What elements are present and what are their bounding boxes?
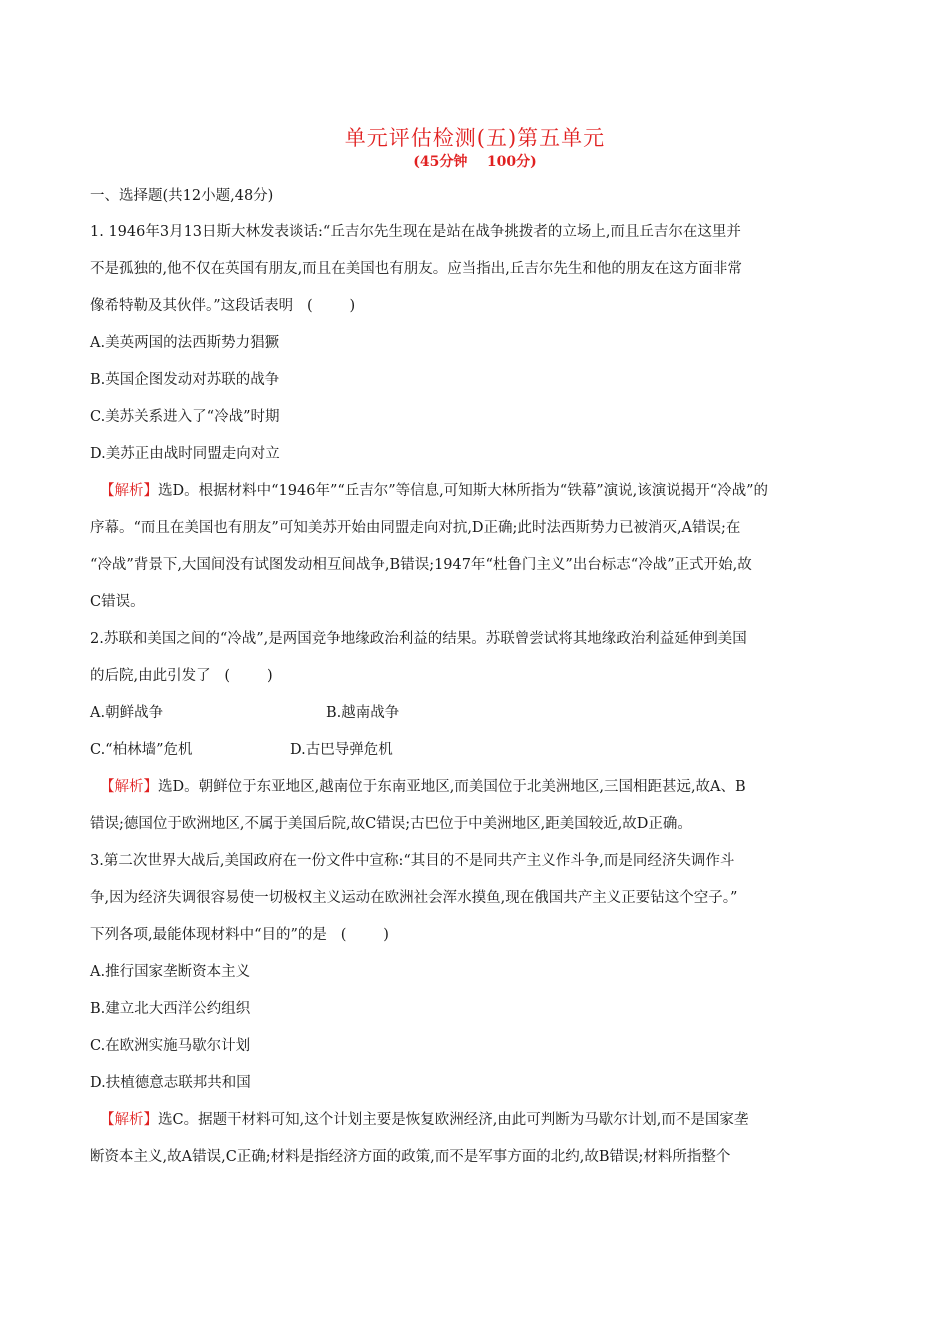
option-row [90,695,862,732]
question-stem-line: 下列各项,最能体现材料中“目的”的是 ( ) [90,927,389,943]
analysis-line: C错误。 [90,594,145,610]
option-a: A.推行国家垄断资本主义 [90,964,251,980]
analysis-text: 选D。朝鲜位于东亚地区,越南位于东南亚地区,而美国位于北美洲地区,三国相距甚远,故A、B [158,779,746,795]
question-stem-line: 不是孤独的,他不仅在英国有朋友,而且在美国也有朋友。应当指出,丘吉尔先生和他的朋友在这方面非常 [90,261,742,277]
question-stem-line: 1. 1946年3月13日斯大林发表谈话:“丘吉尔先生现在是站在战争挑拨者的立场上,而且丘吉尔在这里并 [90,224,741,240]
question-3 [90,843,862,1176]
option-b: B.越南战争 [326,705,400,721]
analysis-line: 断资本主义,故A错误,C正确;材料是指经济方面的政策,而不是军事方面的北约,故B错误;材料所指整个 [90,1149,731,1165]
question-stem-line: 2.苏联和美国之间的“冷战”,是两国竞争地缘政治利益的结果。苏联曾尝试将其地缘政治利益延伸到美国 [90,631,747,647]
question-1 [90,214,862,621]
option-c: C.美苏关系进入了“冷战”时期 [90,409,280,425]
option-c: C.在欧洲实施马歇尔计划 [90,1038,251,1054]
analysis-line [90,769,862,806]
analysis-line [90,1102,862,1139]
page-title: 单元评估检测(五)第五单元 [344,126,606,150]
analysis-line: 错误;德国位于欧洲地区,不属于美国后院,故C错误;古巴位于中美洲地区,距美国较近,故D正确。 [90,816,692,832]
option-d: D.扶植德意志联邦共和国 [90,1075,251,1091]
option-b: B.建立北大西洋公约组织 [90,1001,251,1017]
question-stem-line: 像希特勒及其伙伴。”这段话表明 ( ) [90,298,356,314]
option-a: A.美英两国的法西斯势力猖獗 [90,335,280,351]
option-b: B.英国企图发动对苏联的战争 [90,372,280,388]
section-heading: 一、选择题(共12小题,48分) [90,188,274,204]
analysis-tag: 【解析】 [100,483,158,499]
analysis-text: 选C。据题干材料可知,这个计划主要是恢复欧洲经济,由此可判断为马歇尔计划,而不是国家垄 [158,1112,749,1128]
option-d: D.美苏正由战时同盟走向对立 [90,446,280,462]
option-a: A.朝鲜战争 [90,705,164,721]
page-subtitle: (45分钟 100分) [413,154,537,170]
option-d: D.古巴导弹危机 [290,742,393,758]
analysis-line [90,473,862,510]
analysis-text: 选D。根据材料中“1946年”“丘吉尔”等信息,可知斯大林所指为“铁幕”演说,该演说揭开“冷战”的 [158,483,769,499]
analysis-line: 序幕。“而且在美国也有朋友”可知美苏开始由同盟走向对抗,D正确;此时法西斯势力已被消灭,A错误;在 [90,520,741,536]
question-stem-line: 争,因为经济失调很容易使一切极权主义运动在欧洲社会浑水摸鱼,现在俄国共产主义正要钻这个空子。” [90,890,738,906]
option-row [90,732,862,769]
analysis-tag: 【解析】 [100,1112,158,1128]
question-stem-line: 的后院,由此引发了 ( ) [90,668,273,684]
question-list [90,214,862,1176]
analysis-tag: 【解析】 [100,779,158,795]
analysis-line: “冷战”背景下,大国间没有试图发动相互间战争,B错误;1947年“杜鲁门主义”出台标志“冷战”正式开始,故 [90,557,752,573]
question-2 [90,621,862,843]
option-c: C.“柏林墙”危机 [90,742,193,758]
question-stem-line: 3.第二次世界大战后,美国政府在一份文件中宣称:“其目的不是同共产主义作斗争,而是同经济失调作斗 [90,853,735,869]
